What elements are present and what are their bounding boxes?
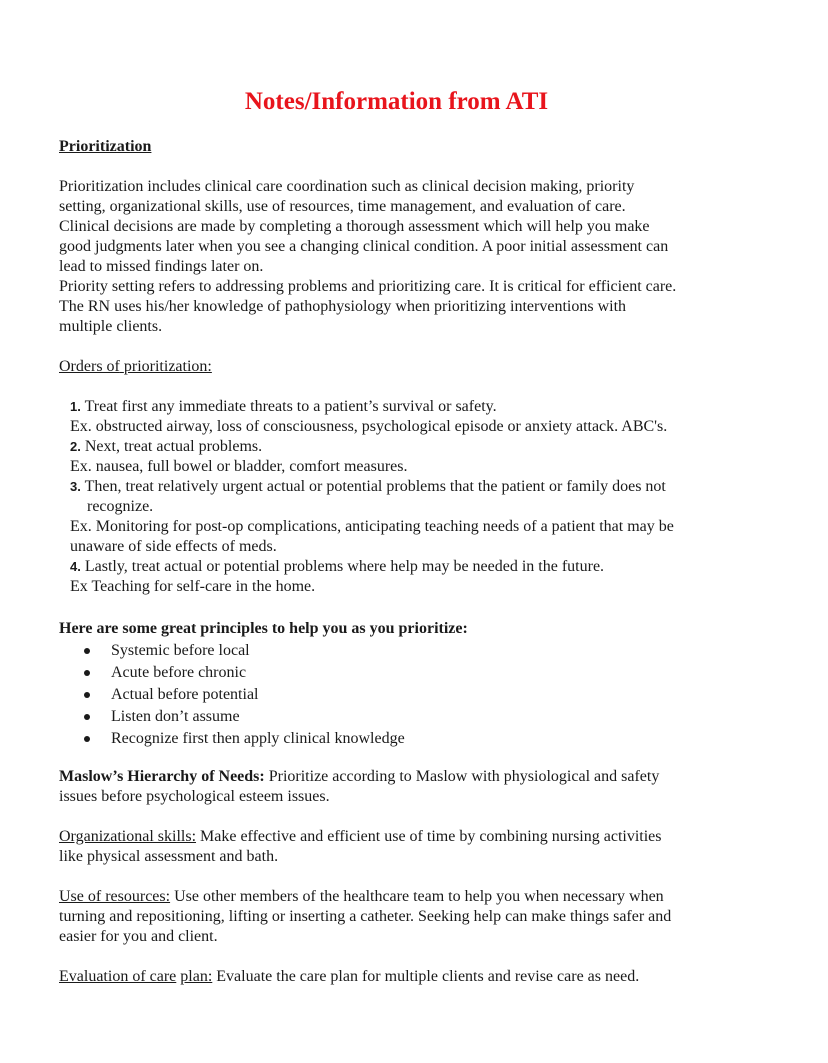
order-number: 3. (70, 479, 81, 494)
evaluation-paragraph (59, 967, 749, 987)
order-item (70, 557, 750, 577)
principle-item (80, 684, 405, 706)
evaluation-label: plan: (180, 968, 213, 985)
principles-list (80, 640, 405, 750)
principle-text: Recognize first then apply clinical knowledge (111, 730, 405, 747)
maslow-line: issues before psychological esteem issues. (59, 788, 330, 805)
resources-paragraph (59, 887, 749, 947)
intro-line: Priority setting refers to addressing problems and prioritizing care. It is critical for efficient care. (59, 278, 677, 295)
orders-list (70, 397, 750, 597)
order-text: Then, treat relatively urgent actual or potential problems that the patient or family does not (84, 478, 666, 495)
evaluation-label: Evaluation of care (59, 968, 177, 985)
principles-heading: Here are some great principles to help you as you prioritize: (59, 620, 468, 637)
principle-item (80, 640, 405, 662)
intro-line: Clinical decisions are made by completing a thorough assessment which will help you make (59, 218, 650, 235)
organizational-label: Organizational skills: (59, 828, 197, 845)
organizational-line (59, 827, 749, 847)
principle-item (80, 728, 405, 750)
order-example: Ex Teaching for self-care in the home. (70, 578, 316, 595)
orders-heading-part: prioritization: (123, 358, 212, 375)
order-number: 4. (70, 559, 81, 574)
order-text-continued: recognize. (87, 498, 154, 515)
order-example: unaware of side effects of meds. (70, 538, 277, 555)
principle-item (80, 662, 405, 684)
maslow-label: Maslow’s Hierarchy of Needs: (59, 768, 265, 785)
bullet-icon (84, 648, 90, 654)
orders-heading (59, 357, 212, 377)
order-number: 1. (70, 399, 81, 414)
principle-text: Systemic before local (111, 642, 250, 659)
principle-text: Acute before chronic (111, 664, 247, 681)
page-title: Notes/Information from ATI (244, 88, 549, 115)
order-text: Lastly, treat actual or potential problems where help may be needed in the future. (84, 558, 605, 575)
bullet-icon (84, 736, 90, 742)
intro-line: setting, organizational skills, use of resources, time management, and evaluation of care. (59, 198, 626, 215)
organizational-paragraph (59, 827, 749, 867)
intro-line: lead to missed findings later on. (59, 258, 264, 275)
resources-line: turning and repositioning, lifting or inserting a catheter. Seeking help can make things safer and (59, 908, 672, 925)
evaluation-line (59, 967, 749, 987)
maslow-paragraph (59, 767, 749, 807)
intro-line: good judgments later when you see a changing clinical condition. A poor initial assessment can (59, 238, 669, 255)
order-item (70, 397, 750, 417)
principle-text: Actual before potential (111, 686, 259, 703)
order-item (70, 477, 750, 497)
principle-item (80, 706, 405, 728)
section-heading-prioritization: Prioritization (59, 138, 152, 155)
resources-line (59, 887, 749, 907)
intro-line: Prioritization includes clinical care coordination such as clinical decision making, priority (59, 178, 635, 195)
order-number: 2. (70, 439, 81, 454)
organizational-line: like physical assessment and bath. (59, 848, 279, 865)
evaluation-text: Evaluate the care plan for multiple clients and revise care as need. (212, 968, 640, 985)
maslow-text: Prioritize according to Maslow with physiological and safety (264, 768, 660, 785)
intro-line: The RN uses his/her knowledge of pathophysiology when prioritizing interventions with (59, 298, 627, 315)
resources-line: easier for you and client. (59, 928, 218, 945)
resources-text: Use other members of the healthcare team to help you when necessary when (170, 888, 664, 905)
order-text: Treat first any immediate threats to a patient’s survival or safety. (84, 398, 497, 415)
order-example: Ex. nausea, full bowel or bladder, comfort measures. (70, 458, 408, 475)
resources-label: Use of resources: (59, 888, 171, 905)
bullet-icon (84, 714, 90, 720)
order-example: Ex. obstructed airway, loss of consciousness, psychological episode or anxiety attack. ABC's. (70, 418, 668, 435)
order-text: Next, treat actual problems. (84, 438, 263, 455)
orders-heading-part: Orders of (59, 358, 120, 375)
organizational-text: Make effective and efficient use of time by combining nursing activities (196, 828, 662, 845)
intro-paragraph (59, 177, 749, 337)
principle-text: Listen don’t assume (111, 708, 240, 725)
bullet-icon (84, 670, 90, 676)
order-example: Ex. Monitoring for post-op complications, anticipating teaching needs of a patient that may be (70, 518, 674, 535)
intro-line: multiple clients. (59, 318, 163, 335)
bullet-icon (84, 692, 90, 698)
order-item (70, 437, 750, 457)
maslow-line (59, 767, 749, 787)
